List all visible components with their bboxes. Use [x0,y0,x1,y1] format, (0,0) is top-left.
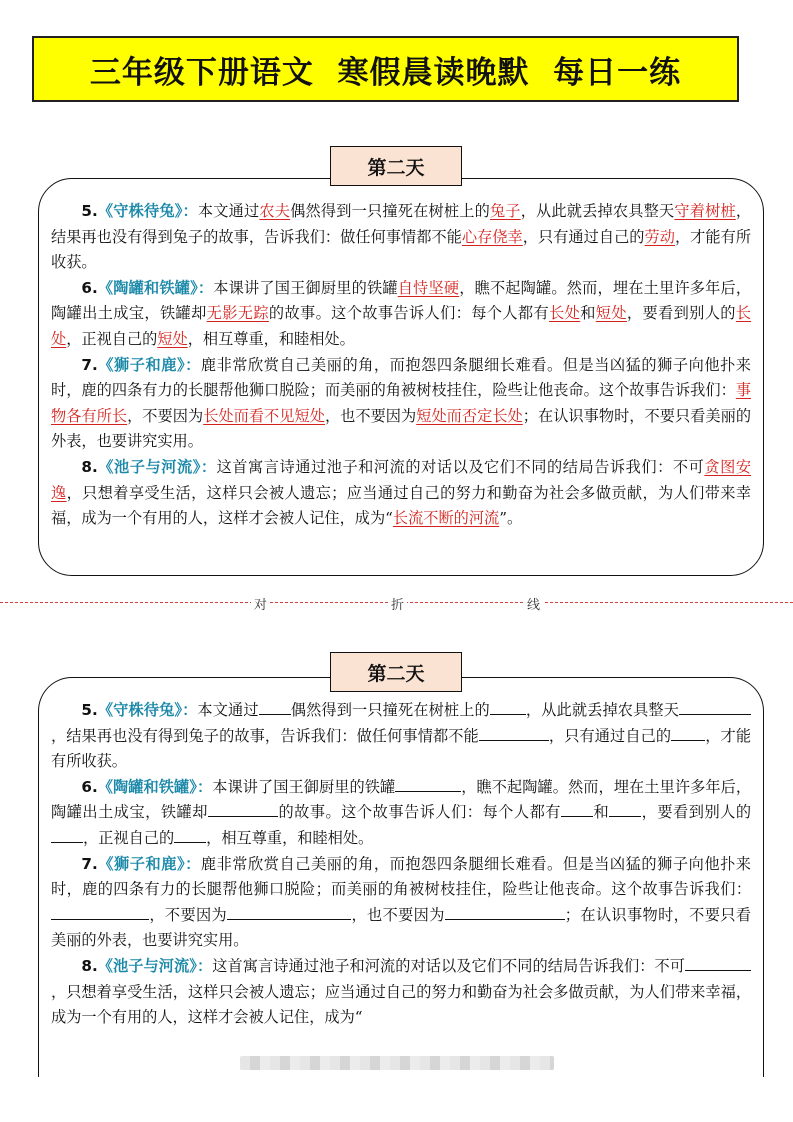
answer-text: 守着树桩 [674,202,736,220]
text: ，要看到别人的 [641,803,752,822]
blank-line[interactable] [479,724,549,741]
text: 本课讲了国王御厨里的铁罐 [212,777,396,796]
page-title: 三年级下册语文 寒假晨读晚默 每日一练 [89,54,682,91]
text: ，正视自己的 [66,329,158,348]
answer-text: 长处 [51,304,752,348]
item-number: 7. [81,355,98,374]
answer-item-6 [51,276,751,353]
day-label-answers: 第二天 [330,146,462,186]
text: ；在认识事物时，不要只看美丽的外表，也要讲究实用。 [51,905,752,950]
item-number: 5. [81,202,98,220]
text: ，不要因为 [127,406,204,425]
text: ，从此就丢掉农具整天 [520,202,675,220]
item-number: 7. [81,854,98,873]
answer-text: 自恃坚硬 [397,278,460,297]
fold-word-3: 线 [524,594,543,613]
item-number: 6. [81,777,98,796]
page-title-banner [32,36,739,102]
text: 本文通过 [197,202,260,220]
answer-text: 短处 [595,304,627,323]
text: ，也不要因为 [324,406,417,425]
text: ，相互尊重，和睦相处。 [187,329,355,348]
item-number: 8. [81,956,98,975]
blank-line[interactable] [445,903,565,920]
blank-line[interactable] [671,724,705,741]
text: 这首寓言诗通过池子和河流的对话以及它们不同的结局告诉我们：不可 [216,457,705,476]
answer-item-7 [51,353,751,455]
blank-line[interactable] [51,903,149,920]
text: 鹿非常欣赏自己美丽的角，而抱怨四条腿细长难看。但是当凶猛的狮子向他扑来时，鹿的四条有力的长腿帮他狮口脱险；而美丽的角被树枝挂住，险些让他丧命。这个故事告诉我们： [51,854,751,899]
answer-text: 劳动 [644,227,675,246]
answer-text: 贪图安逸 [51,457,752,502]
answer-text: 事物各有所长 [51,381,751,425]
text: ，只有通过自己的 [548,726,672,745]
text: ，瞧不起陶罐。然而，埋在土里许多年后，陶罐出土成宝，铁罐却 [51,278,752,323]
item-number: 8. [81,457,98,476]
answer-text: 短处而否定长处 [416,406,523,425]
text: ，结果再也没有得到兔子的故事，告诉我们：做任何事情都不能 [51,726,479,745]
answer-item-5 [51,199,751,276]
answer-item-8 [51,455,751,532]
text: ，也不要因为 [351,905,445,924]
lesson-title: 《狮子和鹿》： [97,355,201,374]
text: ，只想着享受生活，这样只会被人遗忘；应当通过自己的努力和勤奋为社会多做贡献，为人们带来幸福，成为一个有用的人，这样才会被人记住，成为“ [51,483,752,528]
blank-line[interactable] [174,826,206,843]
blank-line[interactable] [227,903,351,920]
exercise-card-body [51,698,751,1031]
text: 鹿非常欣赏自己美丽的角，而抱怨四条腿细长难看。但是当凶猛的狮子向他扑来时，鹿的四条有力的长腿帮他狮口脱险；而美丽的角被树枝挂住，险些让他丧命。这个故事告诉我们： [51,355,751,400]
text: ，要看到别人的 [626,304,736,323]
text: 这首寓言诗通过池子和河流的对话以及它们不同的结局告诉我们：不可 [212,956,686,975]
answer-text: 农夫 [259,202,291,220]
exercise-item-8 [51,954,751,1031]
blank-line[interactable] [208,800,278,817]
fold-word-1: 对 [251,594,270,613]
item-number: 5. [81,701,98,719]
exercise-item-5 [51,698,751,775]
text: ，正视自己的 [83,828,175,847]
answer-text: 兔子 [489,202,521,220]
text: ，只有通过自己的 [522,227,645,246]
text: 的故事。这个故事告诉人们：每个人都有 [277,803,561,822]
text: 本课讲了国王御厨里的铁罐 [213,278,398,297]
text: ，从此就丢掉农具整天 [525,701,680,719]
blurred-watermark [240,1056,554,1070]
lesson-title: 《守株待兔》： [97,701,198,719]
fold-word-2: 折 [388,594,407,613]
day-label-exercise: 第二天 [330,652,462,692]
lesson-title: 《狮子和鹿》： [97,854,201,873]
answer-card [38,178,764,576]
answer-text: 长流不断的河流 [392,509,500,528]
answer-text: 无影无踪 [206,304,269,323]
text: ，才能有所收获。 [51,726,752,771]
answer-text: 长处而看不见短处 [203,406,325,425]
blank-line[interactable] [679,698,751,715]
answer-text: 长处 [549,304,581,323]
text: 的故事。这个故事告诉人们：每个人都有 [268,304,550,323]
text: ，才能有所收获。 [51,227,752,272]
text: ”。 [499,509,523,528]
lesson-title: 《守株待兔》： [97,202,198,220]
blank-line[interactable] [51,826,83,843]
lesson-title: 《池子与河流》： [97,956,213,975]
text: 和 [592,803,610,822]
blank-line[interactable] [609,800,641,817]
lesson-title: 《池子与河流》： [97,457,217,476]
lesson-title: 《陶罐和铁罐》： [97,777,213,796]
answer-card-body [51,199,751,532]
answer-text: 心存侥幸 [461,227,523,246]
answer-text: 短处 [157,329,188,348]
text: ；在认识事物时，不要只看美丽的外表，也要讲究实用。 [51,406,752,451]
text: 偶然得到一只撞死在树桩上的 [290,701,490,719]
text: ，结果再也没有得到兔子的故事，告诉我们：做任何事情都不能 [51,202,752,246]
text: 本文通过 [197,701,259,719]
exercise-item-7 [51,852,751,954]
blank-line[interactable] [490,698,526,715]
blank-line[interactable] [685,954,751,971]
exercise-card [38,677,764,1077]
text: 偶然得到一只撞死在树桩上的 [290,202,490,220]
blank-line[interactable] [395,775,461,792]
text: ，瞧不起陶罐。然而，埋在土里许多年后，陶罐出土成宝，铁罐却 [51,777,752,822]
text: 和 [580,304,596,323]
exercise-item-6 [51,775,751,852]
text: ，只想着享受生活，这样只会被人遗忘；应当通过自己的努力和勤奋为社会多做贡献，为人们带来幸福，成为一个有用的人，这样才会被人记住，成为“ [51,982,751,1027]
item-number: 6. [81,278,98,297]
text: ，不要因为 [149,905,228,924]
blank-line[interactable] [561,800,593,817]
blank-line[interactable] [259,698,291,715]
text: ，相互尊重，和睦相处。 [206,828,374,847]
lesson-title: 《陶罐和铁罐》： [97,278,214,297]
